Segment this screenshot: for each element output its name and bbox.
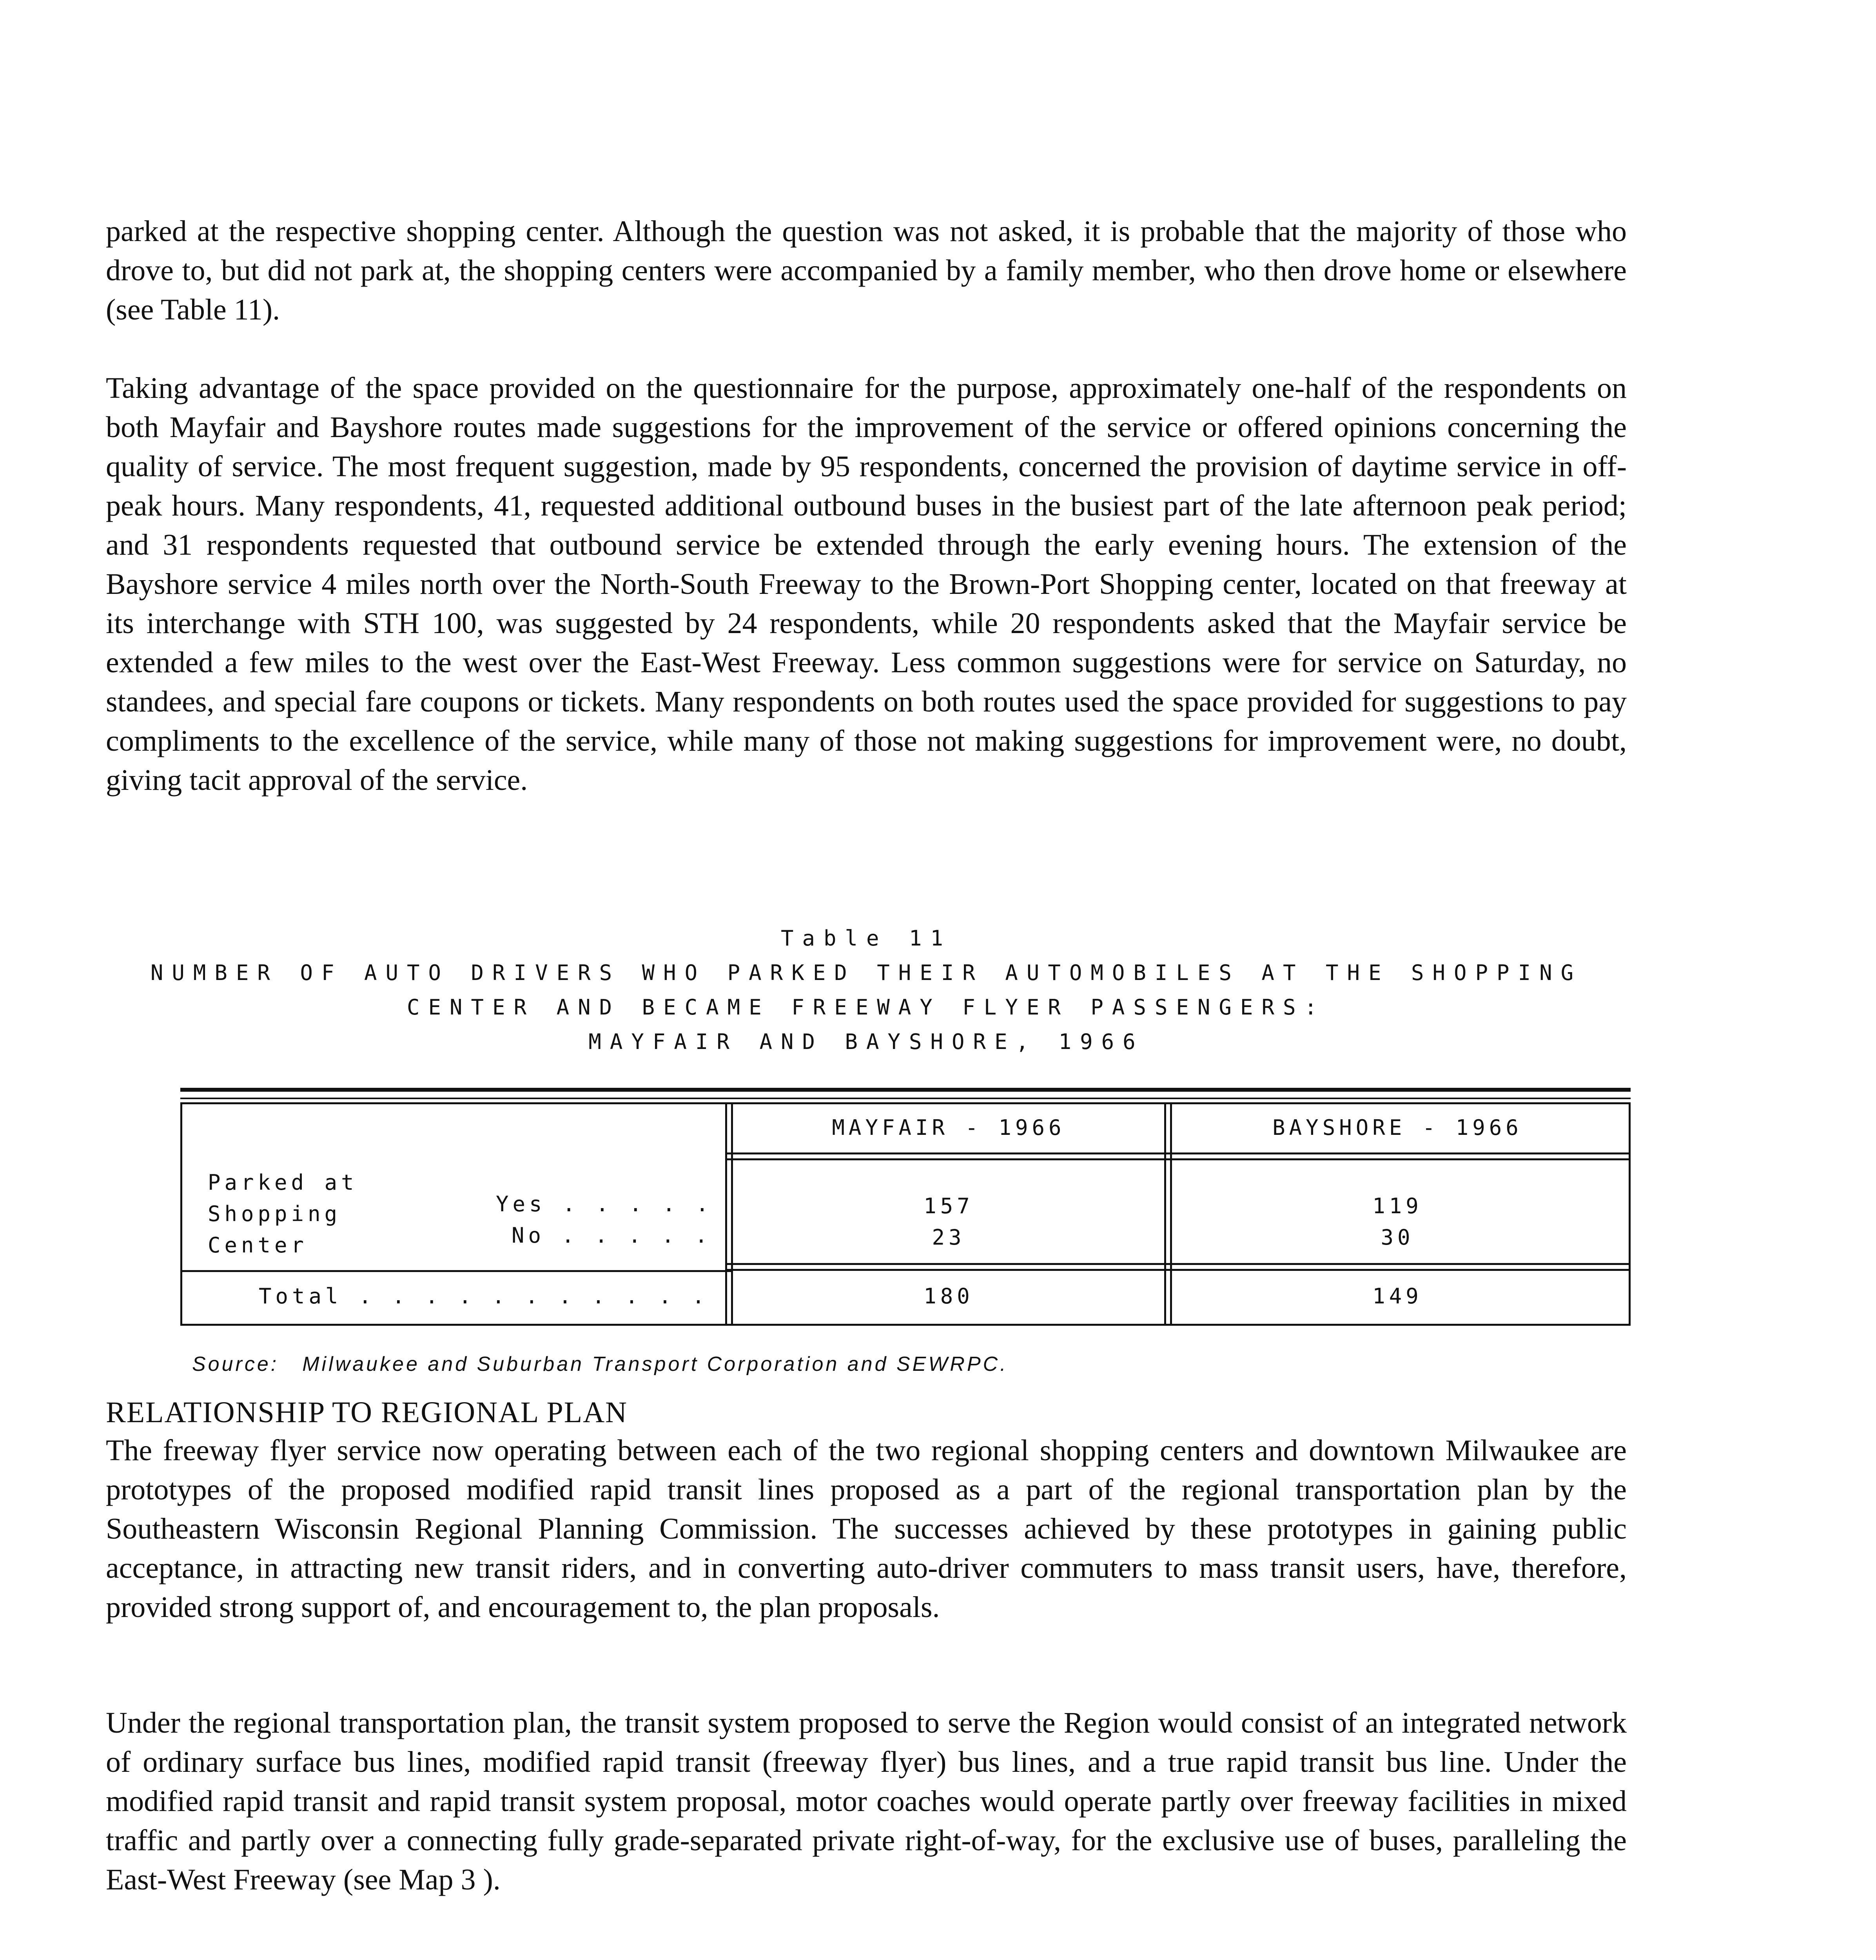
row-group-label-line-3: Center (208, 1233, 308, 1258)
table-label: Table 11 (780, 926, 952, 951)
table-title-line-1: NUMBER OF AUTO DRIVERS WHO PARKED THEIR AUTOMOBILES AT THE SHOPPING (150, 960, 1582, 985)
paragraph-4: Under the regional transportation plan, the transit system proposed to serve the Region would consist of an integrated network of ordinary surface bus lines, modified rapid transit (freeway flyer) bus lines, and a true rapid transit bus line. Under the modified rapid transit and rapid transit system proposal, motor coaches would operate partly over freeway facilities in mixed traffic and partly over a connecting fully grade-separated private right-of-way, for the exclusive use of buses, paralleling the East-West Freeway (see Map 3 ). (106, 1706, 1627, 1896)
source-text: Milwaukee and Suburban Transport Corporation and SEWRPC. (302, 1353, 1008, 1376)
paragraph-2: Taking advantage of the space provided on the questionnaire for the purpose, approximately one-half of the respondents on both Mayfair and Bayshore routes made suggestions for the improvement of the service or offered opinions concerning the quality of service. The most frequent suggestion, made by 95 respondents, concerned the provision of daytime service in off-peak hours. Many respondents, 41, requested additional outbound buses in the busiest part of the late afternoon peak period; and 31 respondents requested that outbound service be extended through the early evening hours. The extension of the Bayshore service 4 miles north over the North-South Freeway to the Brown-Port Shopping center, located on that freeway at its interchange with STH 100, was suggested by 24 respondents, while 20 respondents asked that the Mayfair service be extended a few miles to the west over the East-West Freeway. Less common suggestions were for service on Saturday, no standees, and special fare coupons or tickets. Many respondents on both routes used the space provided for suggestions to pay compliments to the excellence of the service, while many of those not making suggestions for improvement were, no doubt, giving tacit approval of the service. (106, 372, 1627, 797)
row-yes-label: Yes . . . . . (496, 1192, 713, 1216)
header-bayshore: BAYSHORE - 1966 (1272, 1115, 1522, 1140)
bayshore-total-value: 149 (1372, 1284, 1422, 1308)
row-group-label-line-1: Parked at (208, 1170, 358, 1195)
paragraph-1: parked at the respective shopping center. Although the question was not asked, it is probable that the majority of those who drove to, but did not park at, the shopping centers were accompanied by a family member, who then drove home or elsewhere (see Table 11). (106, 215, 1627, 326)
total-separator (180, 1270, 733, 1272)
table-top-rule-thick (180, 1088, 1631, 1092)
section-heading: RELATIONSHIP TO REGIONAL PLAN (106, 1396, 628, 1429)
row-group-label-line-2: Shopping (208, 1201, 341, 1226)
mayfair-yes-value: 157 (923, 1194, 974, 1218)
mayfair-total-value: 180 (923, 1284, 974, 1308)
table-title-line-3: MAYFAIR AND BAYSHORE, 1966 (588, 1029, 1144, 1054)
bayshore-no-value: 30 (1381, 1225, 1414, 1250)
bayshore-yes-value: 119 (1372, 1194, 1422, 1218)
table-source-note (192, 1352, 1008, 1376)
row-total-label: Total . . . . . . . . . . . (259, 1284, 709, 1308)
table-top-rule-thin (180, 1098, 1631, 1099)
header-mayfair: MAYFAIR - 1966 (832, 1115, 1065, 1140)
paragraph-3: The freeway flyer service now operating between each of the two regional shopping centers and downtown Milwaukee are prototypes of the proposed modified rapid transit lines proposed as a part of the regional transportation plan by the Southeastern Wisconsin Regional Planning Commission. The successes achieved by these prototypes in gaining public acceptance, in attracting new transit riders, and in converting auto-driver commuters to mass transit users, have, therefore, provided strong support of, and encouragement to, the plan proposals. (106, 1434, 1627, 1624)
mayfair-no-value: 23 (932, 1225, 965, 1250)
table-title-line-2: CENTER AND BECAME FREEWAY FLYER PASSENGERS: (407, 995, 1326, 1020)
source-label: Source: (192, 1353, 279, 1376)
row-no-label: No . . . . . (512, 1223, 712, 1248)
